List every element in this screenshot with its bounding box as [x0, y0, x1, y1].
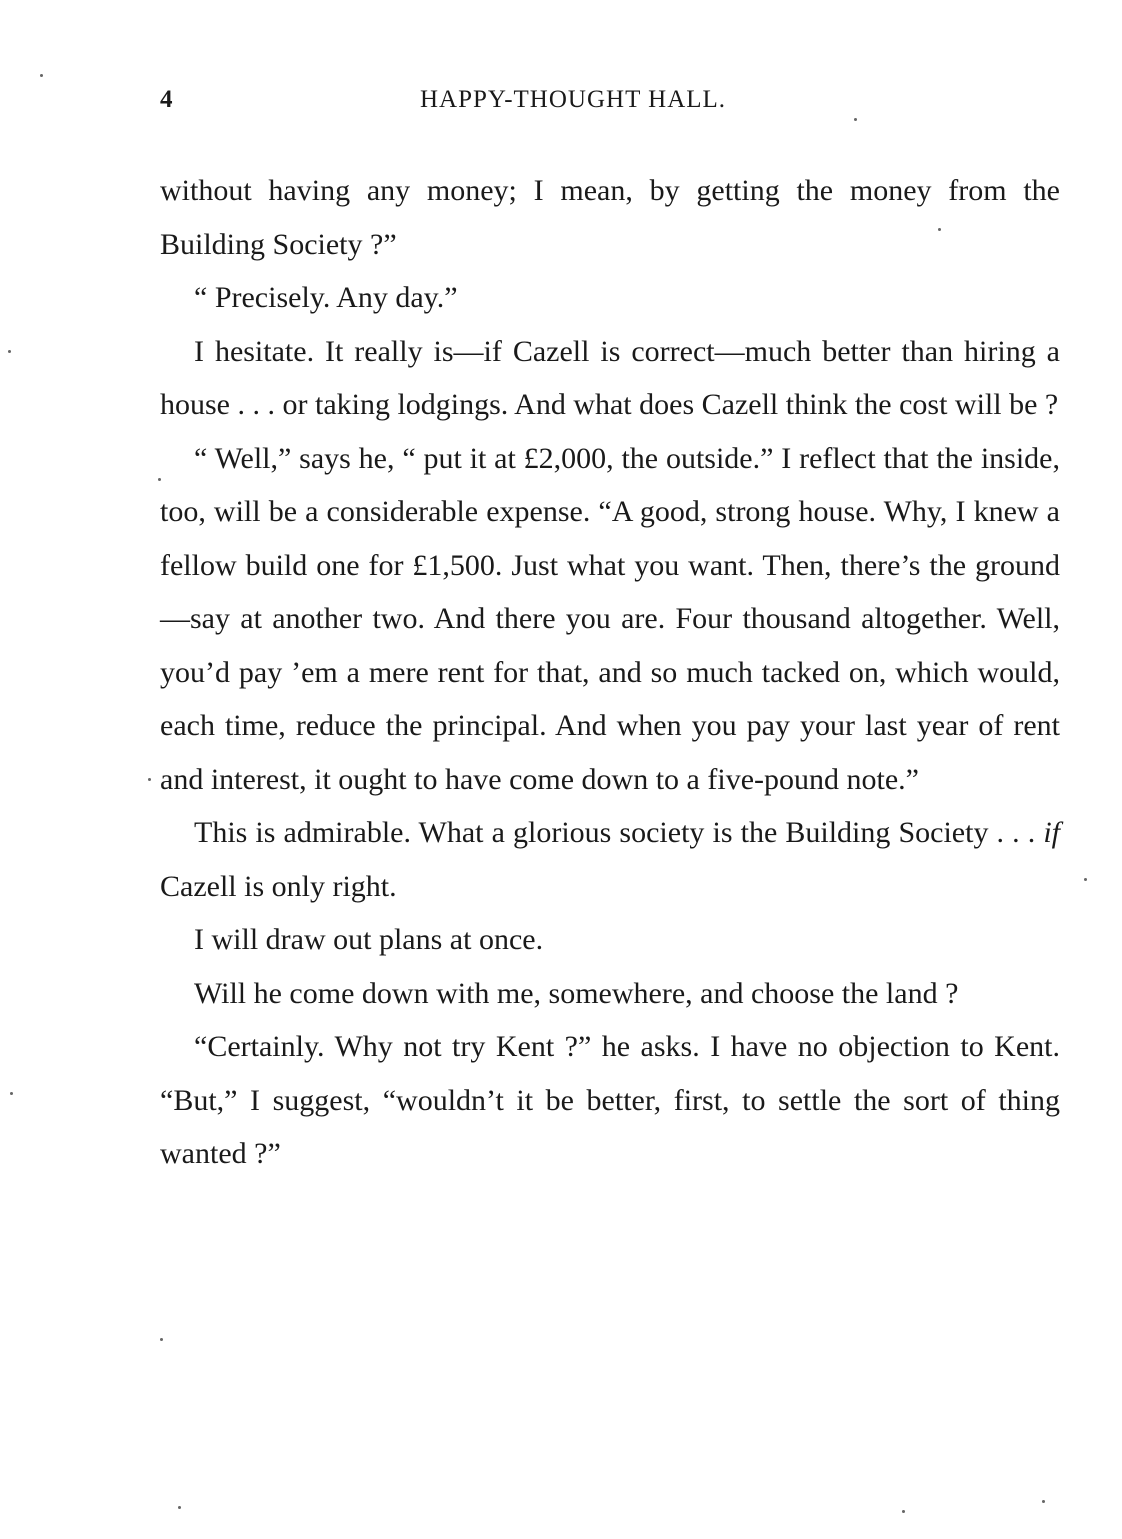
- italic-word: if: [1043, 816, 1060, 849]
- paragraph: I will draw out plans at once.: [194, 923, 544, 956]
- scan-speck: [160, 1338, 163, 1341]
- scan-speck: [10, 1092, 13, 1095]
- paragraph: I hesitate. It really is—if Cazell is correct—much better than hiring a house . . . or taking lodgings. And what does Cazell think the cost will be ?: [160, 334, 1060, 421]
- scan-speck: [158, 478, 161, 481]
- scan-speck: [1042, 1500, 1045, 1503]
- body-text: [160, 164, 1060, 1181]
- paragraph: “ Well,” says he, “ put it at £2,000, the outside.” I reflect that the inside, too, will be a considerable expense. “A good, strong house. Why, I knew a fellow build one for £1,500. Just what you want. Then, there’s the ground—say at another two. And there you are. Four thousand altogether. Well, you’d pay ’em a mere rent for that, and so much tacked on, which would, each time, reduce the principal. And when you pay your last year of rent and interest, it ought to have come down to a five-pound note.”: [160, 441, 1060, 796]
- page-header: [160, 86, 1060, 122]
- paragraph: Will he come down with me, somewhere, and choose the land ?: [194, 976, 959, 1010]
- paragraph-text-before: This is admirable. What a glorious society is the Building Society . . .: [194, 816, 1044, 849]
- page-number: 4: [160, 86, 173, 113]
- scan-speck: [938, 228, 941, 231]
- running-title: HAPPY-THOUGHT HALL.: [420, 86, 727, 113]
- scan-speck: [40, 74, 43, 77]
- scan-speck: [854, 118, 857, 121]
- paragraph: [160, 806, 1060, 913]
- paragraph: without having any money; I mean, by getting the money from the Building Society ?”: [160, 174, 1060, 261]
- scan-speck: [178, 1506, 181, 1509]
- scan-speck: [8, 350, 11, 353]
- scan-speck: [148, 778, 151, 781]
- paragraph: “ Precisely. Any day.”: [194, 281, 458, 314]
- scan-speck: [1084, 878, 1087, 881]
- scan-speck: [902, 1510, 905, 1513]
- paragraph-text-after: Cazell is only right.: [160, 869, 397, 903]
- paragraph: “Certainly. Why not try Kent ?” he asks. I have no objection to Kent. “But,” I suggest, “wouldn’t it be better, first, to settle the sort of thing wanted ?”: [160, 1030, 1060, 1170]
